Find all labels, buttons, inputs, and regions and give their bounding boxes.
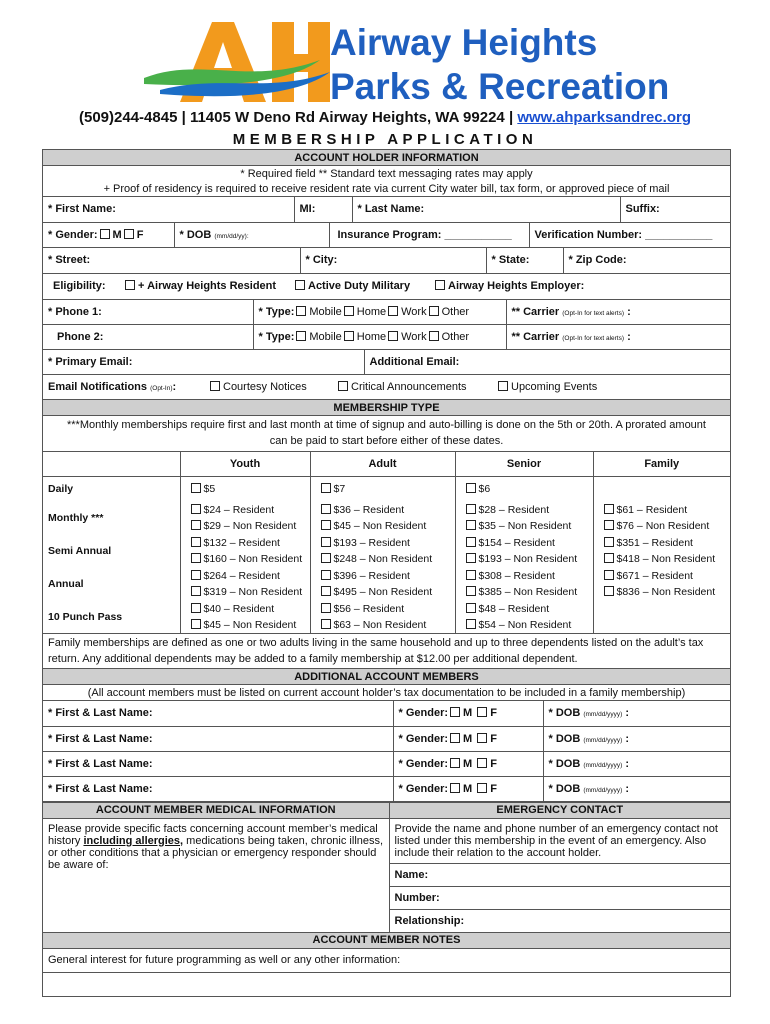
price-option	[602, 568, 726, 584]
phone2-home-checkbox[interactable]	[344, 331, 354, 341]
price-cell	[455, 501, 593, 534]
medical-heading: ACCOUNT MEMBER MEDICAL INFORMATION	[43, 802, 389, 818]
military-checkbox[interactable]	[295, 280, 305, 290]
price-option	[189, 601, 305, 617]
price-label: $45 – Non Resident	[203, 618, 297, 631]
price-checkbox[interactable]	[191, 553, 201, 563]
application-form: ACCOUNT HOLDER INFORMATION * Required field ** Standard text messaging rates may apply + Proof of residency is required to receive resident rate via current City water bill, tax form, or approved piece of mail * First Name: MI: * Last Name: Suffix: * Gender: M F * DOB (mm/dd/yy): Insurance Program: ___________ Verification Number: ___________ * Street: * City: * State: * Zip Code: Eligibility: + Airway Heights Resident Active Duty Military Airway Heights Employer: * Phone 1: * Type: Mobile Home Work Other ** Carrier (Opt-In for text alerts) : Phone 2: * Type: Mobile Home Work Other ** Carrier (Opt-In for text alerts) : * Primary Email: Additional Email: Email Notifications (Opt-In): Courtesy Notices Critical Announcements Upcoming Events MEMBERSHIP TYPE ***Monthly memberships require first and last month at time of signup and auto-billing is done on the 5th or 20th. A prorated amount can be paid to start before either of these dates. Youth Adult Senior Family Daily $5 $7 $6 Monthly *** $24 – Resident $29 – Non Resident $36 – Resident $45 – Non Resident $28 – Resident $35 – Non Resident $61 – Resident $76 – Non Resident Semi Annual $132 – Resident $160 – Non Resident $193 – Resident $248 – Non Resident $154 – Resident $193 – Non Resident $351 – Resident $418 – Non Resident Annual $264 – Resident $319 – Non Resident $396 – Resident $495 – Non Resident $308 – Resident $385 – Non Resident $671 – Resident $836 – Non Resident 10 Punch Pass $40 – Resident $45 – Non Resident $56 – Resident $63 – Non Resident $48 – Resident $54 – Non Resident Family memberships are defined as one or two adults living in the same household and up to three dependents listed on the adult’s tax return. Any additional dependents may be added to a family membership at $12.00 per additional dependent. ADDITIONAL ACCOUNT MEMBERS (All account members must be listed on current account holder’s tax documentation to be included in a family membership) * First & Last Name: * Gender: M F * DOB (mm/dd/yyyy) : * First & Last Name: * Gender: M F * DOB (mm/dd/yyyy) : * First & Last Name: * Gender: M F * DOB (mm/dd/yyyy) : * First & Last Name: * Gender: M F * DOB (mm/dd/yyyy) : ACCOUNT MEMBER MEDICAL INFORMATION EMERGENCY CONTACT Please provide specific facts concerning account member’s medical history including allergies, medications being taken, chronic illness, or other conditions that a physician or emergency responder should be aware of: Provide the name and phone number of an emergency contact not listed under this membership in the event of an emergency. Also include their relation to the account holder. Name: Number: Relationship: ACCOUNT MEMBER NOTES General interest for future programming as well or any other information:	[42, 149, 731, 997]
member-dob-field[interactable]: * DOB (mm/dd/yyyy) :	[548, 757, 630, 770]
member-row	[43, 751, 730, 776]
dob-field[interactable]: * DOB (mm/dd/yy):	[174, 223, 329, 248]
price-checkbox[interactable]	[191, 619, 201, 629]
price-checkbox[interactable]	[191, 586, 201, 596]
suffix-field[interactable]: Suffix:	[625, 203, 660, 216]
price-option	[464, 601, 588, 617]
brand-name-line2: Parks & Recreation	[330, 66, 670, 107]
price-checkbox[interactable]	[466, 553, 476, 563]
price-option	[189, 481, 305, 497]
price-cell	[310, 534, 455, 567]
price-checkbox[interactable]	[321, 586, 331, 596]
price-label: $264 – Resident	[203, 569, 280, 582]
membership-heading: MEMBERSHIP TYPE	[43, 400, 730, 416]
emergency-name-field[interactable]: Name:	[389, 863, 730, 886]
price-option	[189, 568, 305, 584]
member-gender-f-checkbox[interactable]	[477, 733, 487, 743]
price-label: $308 – Resident	[478, 569, 555, 582]
price-label: $54 – Non Resident	[478, 618, 572, 631]
price-option	[189, 617, 305, 633]
emergency-relationship-field[interactable]: Relationship:	[389, 909, 730, 932]
member-gender-field: * Gender: M F	[393, 726, 543, 751]
eligibility-label: Eligibility:	[53, 280, 106, 292]
price-option	[319, 601, 450, 617]
phone2-other-checkbox[interactable]	[429, 331, 439, 341]
phone1-mobile-checkbox[interactable]	[296, 306, 306, 316]
member-gender-m-checkbox[interactable]	[450, 758, 460, 768]
membership-section	[43, 399, 730, 452]
members-table	[43, 701, 730, 802]
col-senior: Senior	[455, 452, 593, 477]
member-dob-field[interactable]: * DOB (mm/dd/yyyy) :	[548, 732, 630, 745]
last-name-field[interactable]: * Last Name:	[352, 197, 620, 222]
gender-f-checkbox[interactable]	[124, 229, 134, 239]
price-label: $35 – Non Resident	[478, 519, 572, 532]
price-checkbox[interactable]	[191, 520, 201, 530]
member-row	[43, 776, 730, 801]
phone2-work-checkbox[interactable]	[388, 331, 398, 341]
contact-text: (509)244-4845 | 11405 W Deno Rd Airway Heights, WA 99224 |	[79, 109, 518, 126]
price-label: $61 – Resident	[616, 503, 688, 516]
price-cell	[310, 477, 455, 502]
member-gender-field: * Gender: M F	[393, 701, 543, 726]
emergency-heading: EMERGENCY CONTACT	[389, 802, 730, 818]
phone1-carrier-field[interactable]: ** Carrier (Opt-In for text alerts) :	[511, 305, 631, 318]
price-label: $56 – Resident	[333, 602, 405, 615]
col-youth: Youth	[180, 452, 310, 477]
price-label: $154 – Resident	[478, 536, 555, 549]
required-note: * Required field ** Standard text messaging rates may apply	[240, 167, 533, 180]
gender-m-checkbox[interactable]	[100, 229, 110, 239]
price-label: $28 – Resident	[478, 503, 550, 516]
price-cell	[180, 477, 310, 502]
price-option	[319, 518, 450, 534]
price-cell	[593, 567, 730, 600]
price-checkbox[interactable]	[604, 520, 614, 530]
price-label: $48 – Resident	[478, 602, 550, 615]
member-gender-f-checkbox[interactable]	[477, 783, 487, 793]
price-label: $671 – Resident	[616, 569, 693, 582]
price-checkbox[interactable]	[604, 504, 614, 514]
family-note: Family memberships are defined as one or two adults living in the same household and up to three dependents listed on the adult’s tax return. Any additional dependents may be added to a family membership at $12.00 per additional dependent.	[43, 634, 730, 669]
price-row-label: 10 Punch Pass	[43, 600, 180, 633]
price-option	[464, 518, 588, 534]
price-option	[319, 617, 450, 633]
price-option	[464, 535, 588, 551]
price-checkbox[interactable]	[466, 603, 476, 613]
price-cell	[455, 600, 593, 633]
price-label: $6	[478, 483, 491, 495]
price-option	[319, 481, 450, 497]
residency-note: + Proof of residency is required to receive resident rate via current City water bill, tax form, or approved piece of mail	[43, 181, 730, 197]
price-checkbox[interactable]	[466, 619, 476, 629]
zip-field[interactable]: * Zip Code:	[568, 254, 627, 267]
price-row	[43, 477, 730, 502]
price-option	[602, 518, 726, 534]
member-name-field[interactable]: * First & Last Name:	[43, 701, 393, 726]
price-checkbox[interactable]	[321, 504, 331, 514]
price-option	[464, 481, 588, 497]
price-cell	[180, 534, 310, 567]
price-option	[464, 568, 588, 584]
price-label: $193 – Non Resident	[478, 552, 578, 565]
state-field[interactable]: * State:	[486, 248, 563, 273]
price-checkbox[interactable]	[191, 483, 201, 493]
phone2-type: * Type: Mobile Home Work Other	[253, 324, 506, 349]
price-label: $248 – Non Resident	[333, 552, 433, 565]
price-label: $5	[203, 483, 216, 495]
price-row	[43, 600, 730, 633]
price-option	[189, 518, 305, 534]
price-option	[189, 535, 305, 551]
member-name-field[interactable]: * First & Last Name:	[43, 751, 393, 776]
price-checkbox[interactable]	[466, 570, 476, 580]
price-checkbox[interactable]	[321, 537, 331, 547]
ah-logo-icon	[144, 22, 330, 102]
price-checkbox[interactable]	[321, 619, 331, 629]
price-cell	[455, 477, 593, 502]
upcoming-checkbox[interactable]	[498, 381, 508, 391]
price-table	[43, 452, 730, 633]
member-row	[43, 726, 730, 751]
member-row	[43, 701, 730, 726]
price-option	[319, 551, 450, 567]
price-label: $7	[333, 483, 346, 495]
price-label: $40 – Resident	[203, 602, 275, 615]
price-cell	[310, 600, 455, 633]
member-gender-m-checkbox[interactable]	[450, 783, 460, 793]
price-label: $385 – Non Resident	[478, 585, 578, 598]
price-option	[602, 502, 726, 518]
price-option	[602, 551, 726, 567]
notes-field[interactable]	[43, 972, 730, 996]
city-field[interactable]: * City:	[300, 248, 486, 273]
price-checkbox[interactable]	[321, 570, 331, 580]
first-name-field[interactable]: * First Name:	[43, 197, 294, 222]
emergency-number-field[interactable]: Number:	[389, 886, 730, 909]
price-label: $29 – Non Resident	[203, 519, 297, 532]
verification-field[interactable]: Verification Number: ___________	[534, 228, 713, 241]
page-title: MEMBERSHIP APPLICATION	[232, 131, 538, 148]
additional-email-field[interactable]: Additional Email:	[369, 355, 460, 368]
gender-field: * Gender: M F	[43, 223, 174, 248]
price-label: $63 – Non Resident	[333, 618, 427, 631]
price-label: $160 – Non Resident	[203, 552, 303, 565]
phone1-home-checkbox[interactable]	[344, 306, 354, 316]
price-label: $36 – Resident	[333, 503, 405, 516]
phone1-field[interactable]: * Phone 1:	[43, 299, 253, 324]
price-checkbox[interactable]	[321, 520, 331, 530]
price-checkbox[interactable]	[191, 570, 201, 580]
price-cell	[593, 501, 730, 534]
price-cell	[180, 600, 310, 633]
price-option	[319, 502, 450, 518]
price-label: $45 – Non Resident	[333, 519, 427, 532]
brand-name-line1: Airway Heights	[330, 22, 598, 63]
notes-prompt: General interest for future programming as well or any other information:	[43, 948, 730, 972]
email-notifications-label: Email Notifications (Opt-In):	[48, 381, 177, 393]
price-checkbox[interactable]	[321, 553, 331, 563]
contact-line	[0, 109, 770, 126]
member-gender-field: * Gender: M F	[393, 776, 543, 801]
price-option	[189, 502, 305, 518]
resident-checkbox[interactable]	[125, 280, 135, 290]
price-cell	[180, 567, 310, 600]
medical-emergency-section	[43, 802, 730, 933]
price-checkbox[interactable]	[191, 537, 201, 547]
notes-section	[43, 933, 730, 997]
member-name-field[interactable]: * First & Last Name:	[43, 726, 393, 751]
price-checkbox[interactable]	[466, 537, 476, 547]
price-cell	[310, 501, 455, 534]
price-cell	[180, 501, 310, 534]
price-cell	[593, 534, 730, 567]
price-option	[602, 535, 726, 551]
price-label: $132 – Resident	[203, 536, 280, 549]
phone1-other-checkbox[interactable]	[429, 306, 439, 316]
primary-email-field[interactable]: * Primary Email:	[43, 350, 364, 375]
phone2-mobile-checkbox[interactable]	[296, 331, 306, 341]
employer-checkbox[interactable]	[435, 280, 445, 290]
phone1-work-checkbox[interactable]	[388, 306, 398, 316]
price-label: $396 – Resident	[333, 569, 410, 582]
member-gender-field: * Gender: M F	[393, 751, 543, 776]
price-checkbox[interactable]	[604, 537, 614, 547]
price-row	[43, 567, 730, 600]
members-note: (All account members must be listed on current account holder’s tax documentation to be included in a family membership)	[43, 685, 730, 701]
member-gender-f-checkbox[interactable]	[477, 707, 487, 717]
price-checkbox[interactable]	[321, 603, 331, 613]
member-dob-field[interactable]: * DOB (mm/dd/yyyy) :	[548, 782, 630, 795]
notes-heading: ACCOUNT MEMBER NOTES	[43, 933, 730, 949]
price-cell	[455, 534, 593, 567]
price-row-label: Annual	[43, 567, 180, 600]
price-checkbox[interactable]	[466, 483, 476, 493]
price-cell	[593, 600, 730, 633]
critical-checkbox[interactable]	[338, 381, 348, 391]
price-checkbox[interactable]	[466, 586, 476, 596]
account-holder-heading: ACCOUNT HOLDER INFORMATION	[43, 150, 730, 166]
price-row-label: Daily	[43, 477, 180, 502]
price-option	[602, 584, 726, 600]
medical-info-field[interactable]: Please provide specific facts concerning account member’s medical history including allergies, medications being taken, chronic illness, or other conditions that a physician or emergency responder should be aware of:	[43, 818, 389, 932]
price-cell	[593, 477, 730, 502]
members-heading: ADDITIONAL ACCOUNT MEMBERS	[43, 669, 730, 685]
price-checkbox[interactable]	[466, 504, 476, 514]
mi-field[interactable]: MI:	[294, 197, 352, 222]
price-option	[189, 584, 305, 600]
price-option	[189, 551, 305, 567]
courtesy-checkbox[interactable]	[210, 381, 220, 391]
col-family: Family	[593, 452, 730, 477]
price-checkbox[interactable]	[466, 520, 476, 530]
price-label: $193 – Resident	[333, 536, 410, 549]
account-holder-section	[43, 150, 730, 197]
price-label: $24 – Resident	[203, 503, 275, 516]
price-label: $418 – Non Resident	[616, 552, 716, 565]
price-option	[319, 584, 450, 600]
price-row-label: Monthly ***	[43, 501, 180, 534]
price-checkbox[interactable]	[604, 570, 614, 580]
price-checkbox[interactable]	[321, 483, 331, 493]
price-label: $351 – Resident	[616, 536, 693, 549]
price-option	[319, 535, 450, 551]
insurance-field[interactable]: Insurance Program: ___________	[329, 223, 529, 248]
member-gender-f-checkbox[interactable]	[477, 758, 487, 768]
price-cell	[310, 567, 455, 600]
phone2-field[interactable]: Phone 2:	[43, 324, 253, 349]
member-gender-m-checkbox[interactable]	[450, 707, 460, 717]
price-row	[43, 501, 730, 534]
price-option	[464, 551, 588, 567]
price-option	[319, 568, 450, 584]
price-checkbox[interactable]	[604, 586, 614, 596]
price-option	[464, 502, 588, 518]
membership-note: ***Monthly memberships require first and last month at time of signup and auto-billing is done on the 5th or 20th. A prorated amount can be paid to start before either of these dates.	[43, 416, 730, 452]
price-checkbox[interactable]	[191, 603, 201, 613]
price-label: $836 – Non Resident	[616, 585, 716, 598]
price-cell	[455, 567, 593, 600]
price-label: $495 – Non Resident	[333, 585, 433, 598]
emergency-instructions: Provide the name and phone number of an emergency contact not listed under this membership in the event of an emergency. Also include their relation to the account holder.	[389, 818, 730, 863]
street-field[interactable]: * Street:	[43, 248, 300, 273]
phone1-type: * Type: Mobile Home Work Other	[253, 299, 506, 324]
member-name-field[interactable]: * First & Last Name:	[43, 776, 393, 801]
phone2-carrier-field[interactable]: ** Carrier (Opt-In for text alerts) :	[511, 330, 631, 343]
price-label: $76 – Non Resident	[616, 519, 710, 532]
price-option	[464, 617, 588, 633]
price-label: $319 – Non Resident	[203, 585, 303, 598]
price-row	[43, 534, 730, 567]
col-adult: Adult	[310, 452, 455, 477]
website-link[interactable]: www.ahparksandrec.org	[517, 109, 691, 126]
member-gender-m-checkbox[interactable]	[450, 733, 460, 743]
member-dob-field[interactable]: * DOB (mm/dd/yyyy) :	[548, 707, 630, 720]
price-checkbox[interactable]	[191, 504, 201, 514]
members-section	[43, 669, 730, 701]
price-option	[464, 584, 588, 600]
price-row-label: Semi Annual	[43, 534, 180, 567]
price-checkbox[interactable]	[604, 553, 614, 563]
